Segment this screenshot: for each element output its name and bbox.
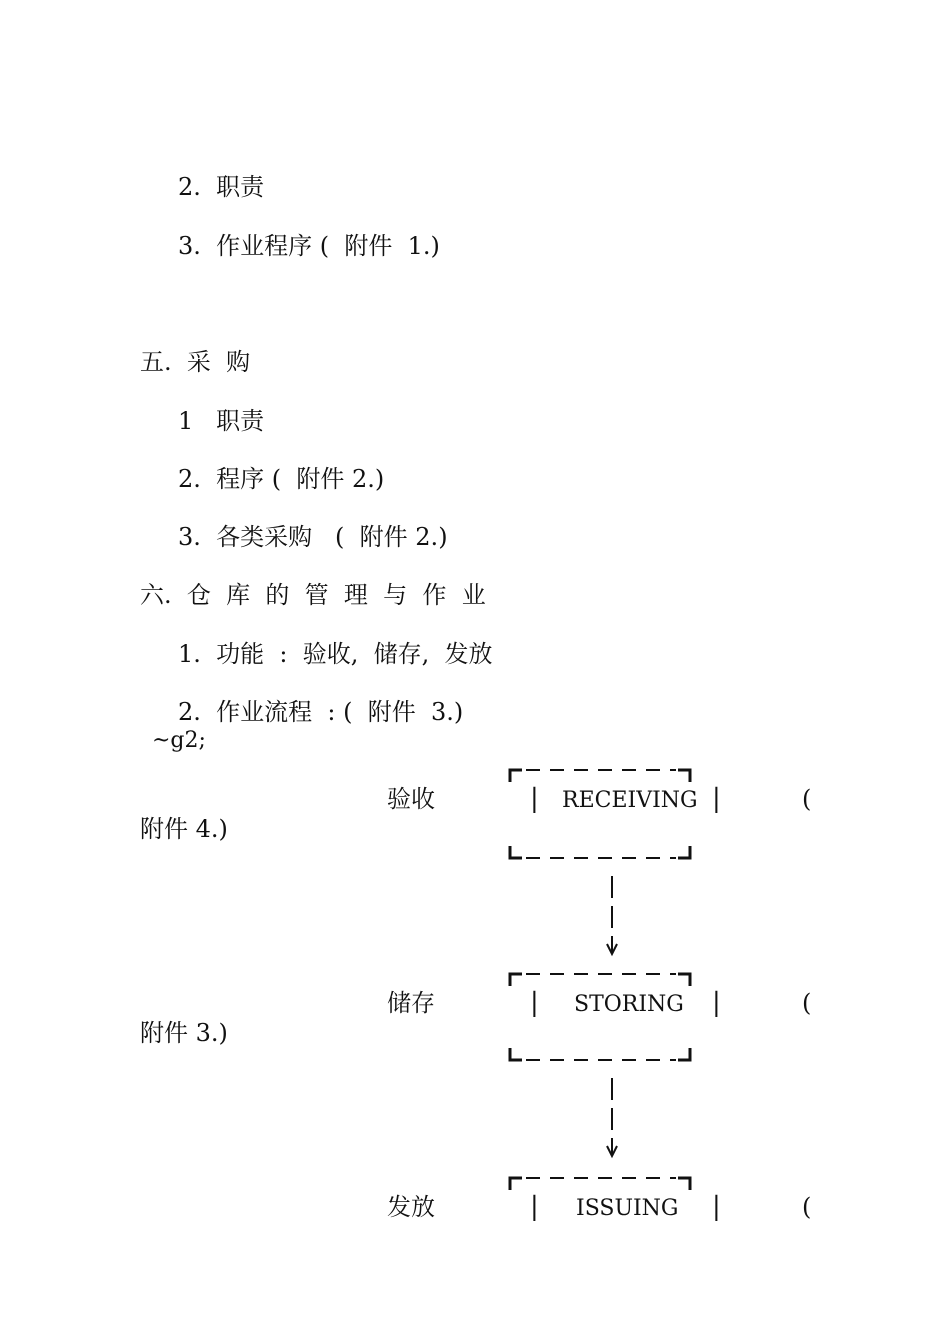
flow-step-storing-en: STORING: [574, 992, 684, 1017]
attachment-ref-4: 附件 4.): [140, 815, 228, 843]
paren-open: (: [802, 1193, 812, 1221]
list-item-duties-2: 1 职责: [178, 407, 265, 435]
box-side-right: |: [712, 1192, 721, 1222]
list-item-procedure-2: 2. 程序 ( 附件 2.): [178, 465, 385, 493]
flow-step-receiving-cn: 验收: [387, 785, 435, 813]
box-side-right: |: [712, 784, 721, 814]
list-item-purchase-types: 3. 各类采购 ( 附件 2.): [178, 523, 448, 551]
box-side-left: |: [530, 1192, 539, 1222]
list-item-duties: 2. 职责: [178, 173, 265, 201]
list-item-functions: 1. 功能 : 验收, 储存, 发放: [178, 640, 493, 668]
box-side-left: |: [530, 988, 539, 1018]
box-side-right: |: [712, 988, 721, 1018]
section-heading-warehouse: 六. 仓 库 的 管 理 与 作 业: [140, 581, 486, 609]
paren-open: (: [802, 989, 812, 1017]
list-item-procedure: 3. 作业程序 ( 附件 1.): [178, 232, 440, 260]
section-heading-purchasing: 五. 采 购: [140, 348, 251, 376]
flow-step-issuing-cn: 发放: [387, 1193, 435, 1221]
flow-step-issuing-en: ISSUING: [576, 1196, 679, 1221]
box-side-left: |: [530, 784, 539, 814]
flow-step-receiving-en: RECEIVING: [562, 788, 698, 813]
attachment-ref-3: 附件 3.): [140, 1019, 228, 1047]
flow-step-storing-cn: 储存: [387, 989, 435, 1017]
stray-text: ~g2;: [152, 728, 206, 753]
paren-open: (: [802, 785, 812, 813]
list-item-workflow: 2. 作业流程 : ( 附件 3.): [178, 698, 464, 726]
